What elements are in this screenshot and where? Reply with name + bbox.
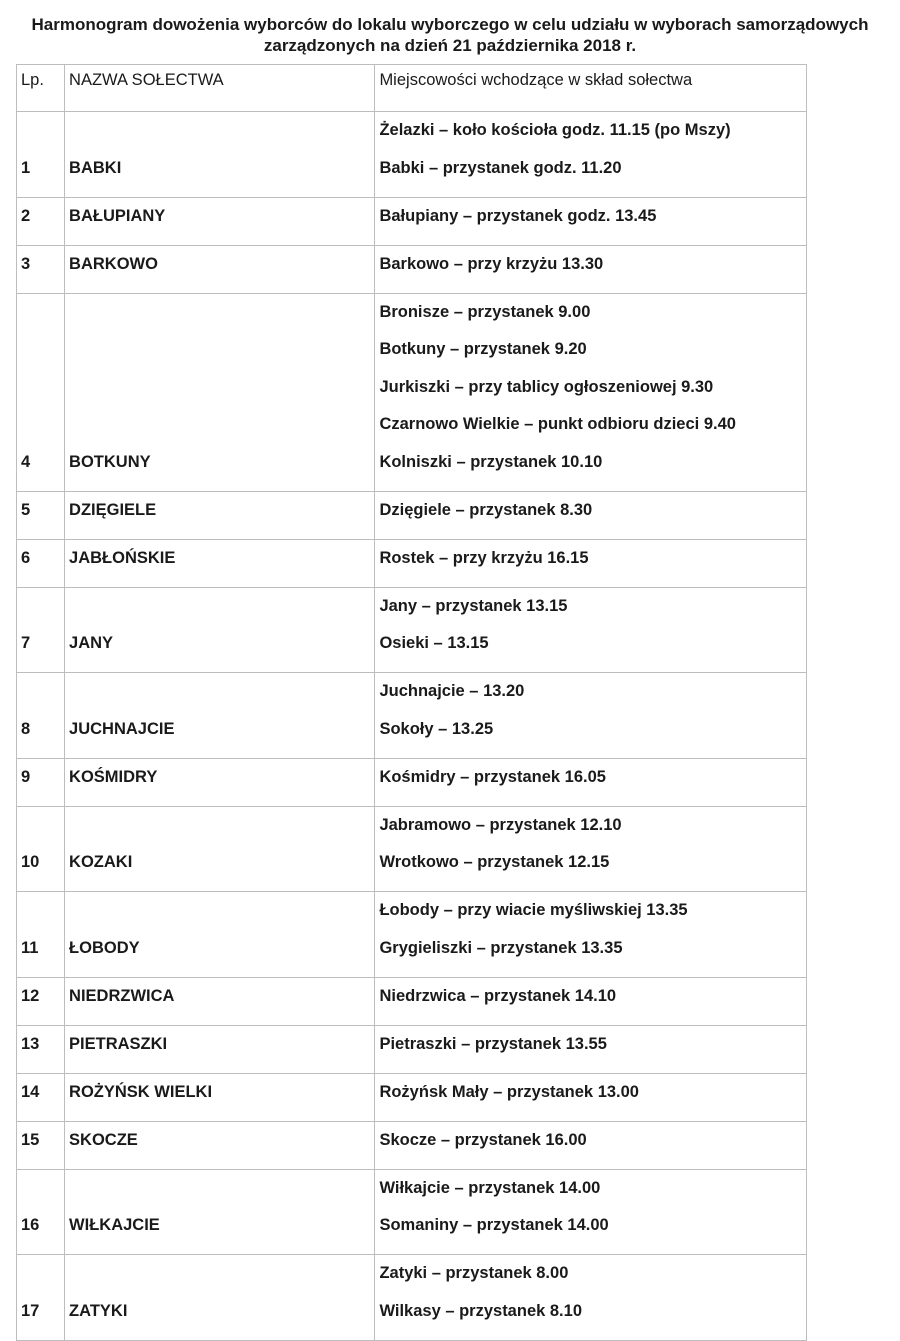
row-locations <box>375 197 807 245</box>
location-entry: Wiłkajcie – przystanek 14.00 <box>379 1178 601 1197</box>
location-entry: Skocze – przystanek 16.00 <box>379 1130 587 1149</box>
table-row <box>17 245 807 293</box>
row-lp: 5 <box>17 491 65 539</box>
row-locations <box>375 587 807 673</box>
location-entry: Kośmidry – przystanek 16.05 <box>379 767 606 786</box>
row-locations <box>375 758 807 806</box>
table-row <box>17 197 807 245</box>
table-row <box>17 892 807 978</box>
title-line-2: zarządzonych na dzień 21 października 2018 r. <box>263 36 637 55</box>
row-solectwo-name: BOTKUNY <box>65 293 375 491</box>
row-locations <box>375 1255 807 1341</box>
row-locations <box>375 245 807 293</box>
location-entry: Botkuny – przystanek 9.20 <box>379 340 587 358</box>
row-locations <box>375 1025 807 1073</box>
row-locations <box>375 1169 807 1255</box>
table-header-row <box>17 65 807 112</box>
location-entry: Jurkiszki – przy tablicy ogłoszeniowej 9.30 <box>379 377 714 396</box>
row-solectwo-name: JANY <box>65 587 375 673</box>
row-lp: 3 <box>17 245 65 293</box>
row-lp: 11 <box>17 892 65 978</box>
row-solectwo-name: KOŚMIDRY <box>65 758 375 806</box>
table-body <box>17 112 807 1341</box>
location-entry: Osieki – 13.15 <box>379 634 489 652</box>
location-entry: Rożyńsk Mały – przystanek 13.00 <box>379 1082 639 1101</box>
row-locations <box>375 293 807 491</box>
document-title <box>0 14 900 56</box>
row-locations <box>375 806 807 892</box>
row-lp: 17 <box>17 1255 65 1341</box>
row-solectwo-name: NIEDRZWICA <box>65 977 375 1025</box>
location-entry: Wilkasy – przystanek 8.10 <box>379 1301 582 1320</box>
location-entry: Jabramowo – przystanek 12.10 <box>379 815 622 834</box>
row-solectwo-name: JUCHNAJCIE <box>65 673 375 759</box>
row-lp: 4 <box>17 293 65 491</box>
location-entry: Pietraszki – przystanek 13.55 <box>379 1034 607 1053</box>
row-locations <box>375 1121 807 1169</box>
table-row <box>17 806 807 892</box>
row-locations <box>375 539 807 587</box>
row-solectwo-name: WIŁKAJCIE <box>65 1169 375 1255</box>
table-row <box>17 539 807 587</box>
location-entry: Grygieliszki – przystanek 13.35 <box>379 938 623 957</box>
table-row <box>17 293 807 491</box>
row-solectwo-name: ŁOBODY <box>65 892 375 978</box>
row-lp: 7 <box>17 587 65 673</box>
row-solectwo-name: BAŁUPIANY <box>65 197 375 245</box>
row-locations <box>375 1073 807 1121</box>
row-lp: 14 <box>17 1073 65 1121</box>
table-row <box>17 673 807 759</box>
table-row <box>17 977 807 1025</box>
title-line-1: Harmonogram dowożenia wyborców do lokalu wyborczego w celu udziału w wyborach samorządowych <box>31 15 869 34</box>
location-entry: Zatyki – przystanek 8.00 <box>379 1264 569 1282</box>
table-row <box>17 1025 807 1073</box>
location-entry: Sokoły – 13.25 <box>379 719 494 738</box>
location-entry: Bałupiany – przystanek godz. 13.45 <box>379 206 657 225</box>
row-lp: 9 <box>17 758 65 806</box>
row-locations <box>375 673 807 759</box>
location-entry: Rostek – przy krzyżu 16.15 <box>379 548 589 567</box>
row-locations <box>375 112 807 198</box>
location-entry: Wrotkowo – przystanek 12.15 <box>379 853 610 871</box>
row-locations <box>375 491 807 539</box>
location-entry: Łobody – przy wiacie myśliwskiej 13.35 <box>379 901 688 919</box>
row-solectwo-name: DZIĘGIELE <box>65 491 375 539</box>
header-lp: Lp. <box>17 65 65 112</box>
row-lp: 6 <box>17 539 65 587</box>
location-entry: Bronisze – przystanek 9.00 <box>379 302 591 321</box>
location-entry: Kolniszki – przystanek 10.10 <box>379 452 603 471</box>
row-lp: 2 <box>17 197 65 245</box>
row-lp: 12 <box>17 977 65 1025</box>
row-solectwo-name: BABKI <box>65 112 375 198</box>
table-row <box>17 1169 807 1255</box>
row-lp: 1 <box>17 112 65 198</box>
table-row <box>17 1121 807 1169</box>
location-entry: Jany – przystanek 13.15 <box>379 596 568 615</box>
location-entry: Babki – przystanek godz. 11.20 <box>379 158 622 177</box>
location-entry: Żelazki – koło kościoła godz. 11.15 (po Mszy) <box>379 121 731 139</box>
row-locations <box>375 977 807 1025</box>
table-row <box>17 587 807 673</box>
location-entry: Czarnowo Wielkie – punkt odbioru dzieci 9.40 <box>379 415 736 433</box>
row-solectwo-name: BARKOWO <box>65 245 375 293</box>
row-solectwo-name: JABŁOŃSKIE <box>65 539 375 587</box>
row-lp: 10 <box>17 806 65 892</box>
header-name: NAZWA SOŁECTWA <box>65 65 375 112</box>
row-lp: 13 <box>17 1025 65 1073</box>
row-locations <box>375 892 807 978</box>
table-row <box>17 758 807 806</box>
location-entry: Somaniny – przystanek 14.00 <box>379 1216 609 1234</box>
row-solectwo-name: SKOCZE <box>65 1121 375 1169</box>
location-entry: Niedrzwica – przystanek 14.10 <box>379 986 617 1005</box>
schedule-table <box>16 64 807 1341</box>
location-entry: Dzięgiele – przystanek 8.30 <box>379 500 593 519</box>
row-lp: 16 <box>17 1169 65 1255</box>
table-row <box>17 491 807 539</box>
location-entry: Barkowo – przy krzyżu 13.30 <box>379 254 604 273</box>
row-lp: 15 <box>17 1121 65 1169</box>
row-solectwo-name: KOZAKI <box>65 806 375 892</box>
location-entry: Juchnajcie – 13.20 <box>379 682 525 700</box>
row-lp: 8 <box>17 673 65 759</box>
row-solectwo-name: PIETRASZKI <box>65 1025 375 1073</box>
table-row <box>17 1255 807 1341</box>
row-solectwo-name: ROŻYŃSK WIELKI <box>65 1073 375 1121</box>
header-locations: Miejscowości wchodzące w skład sołectwa <box>375 65 807 112</box>
table-row <box>17 1073 807 1121</box>
table-row <box>17 112 807 198</box>
row-solectwo-name: ZATYKI <box>65 1255 375 1341</box>
